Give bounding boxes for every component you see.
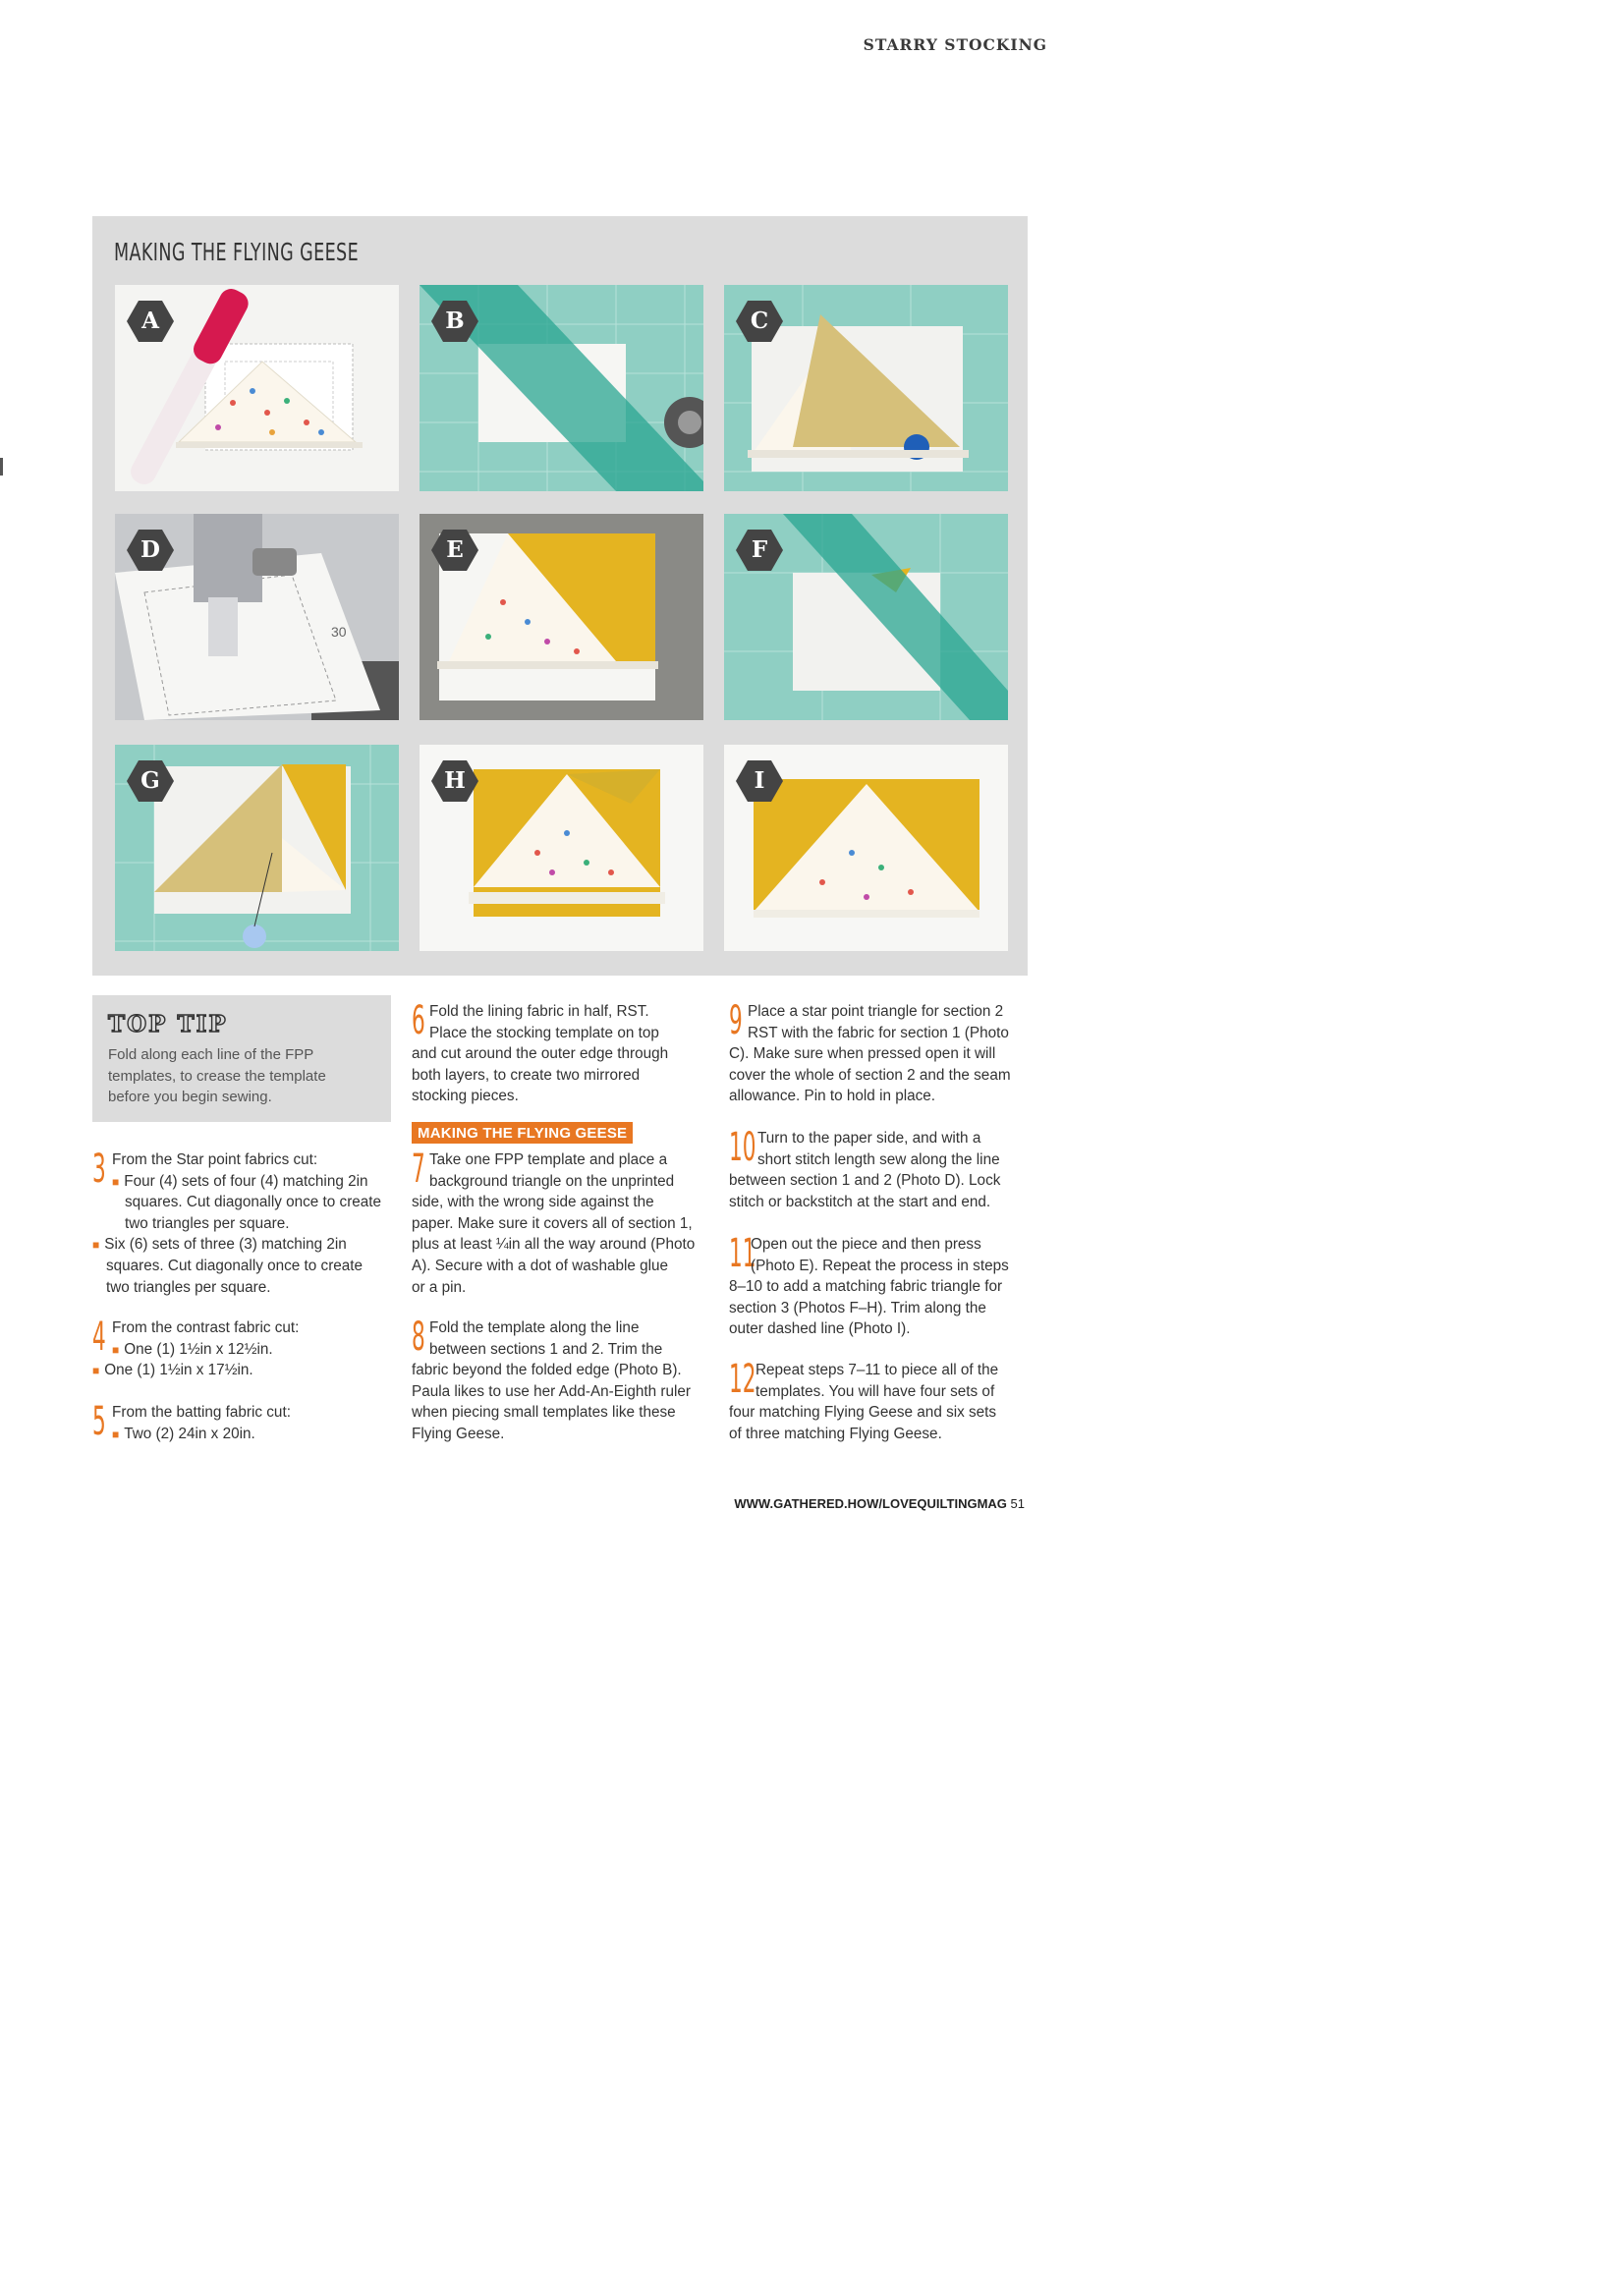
svg-text:30: 30 xyxy=(331,624,347,640)
photo-badge xyxy=(736,301,783,342)
step-line: Open out the piece and then press xyxy=(751,1236,981,1253)
photo-letter: F xyxy=(751,536,768,563)
step-line: allowance. Pin to hold in place. xyxy=(729,1088,936,1105)
step-line: two triangles per square. xyxy=(106,1278,271,1296)
step-line: short stitch length sew along the line xyxy=(757,1150,1000,1168)
photo-badge xyxy=(736,760,783,802)
step-line: ■ Four (4) sets of four (4) matching 2in xyxy=(112,1172,368,1190)
step-line: stocking pieces. xyxy=(412,1088,519,1105)
step-line: paper. Make sure it covers all of section 1, xyxy=(412,1214,693,1232)
step-line: stitch or backstitch at the start and end. xyxy=(729,1193,991,1210)
photo-badge xyxy=(127,760,174,802)
tip-line: before you begin sewing. xyxy=(108,1089,272,1106)
photo-g xyxy=(115,745,399,951)
step-line: From the Star point fabrics cut: xyxy=(112,1151,318,1168)
section-label: MAKING THE FLYING GEESE xyxy=(412,1122,633,1144)
photo-panel xyxy=(92,216,1028,976)
panel-title: MAKING THE FLYING GEESE xyxy=(114,238,360,266)
photo-d xyxy=(115,514,399,720)
photo-letter: D xyxy=(140,536,160,563)
step-line: Flying Geese. xyxy=(412,1426,505,1442)
step-line: Take one FPP template and place a xyxy=(429,1151,668,1168)
step-line: or a pin. xyxy=(412,1278,467,1296)
step-line: plus at least ¼in all the way around (Photo xyxy=(412,1236,696,1254)
step-number: 11 xyxy=(729,1231,756,1276)
step-line: C). Make sure when pressed open it will xyxy=(729,1045,996,1063)
photo-letter: H xyxy=(444,767,466,794)
photo-badge xyxy=(431,530,478,571)
step-line: Fold the lining fabric in half, RST. xyxy=(429,1003,649,1020)
step-line: section 3 (Photos F–H). Trim along the xyxy=(729,1299,986,1316)
bullet-square-icon: ■ xyxy=(92,1238,100,1253)
step-line: Turn to the paper side, and with a xyxy=(757,1130,981,1147)
tip-line: Fold along each line of the FPP xyxy=(108,1046,314,1063)
photo-letter: E xyxy=(446,536,464,563)
photo-badge xyxy=(431,760,478,802)
page-number: 51 xyxy=(1010,1496,1025,1511)
photo-a xyxy=(115,285,399,491)
step-line: squares. Cut diagonally once to create xyxy=(106,1258,364,1274)
photo-b xyxy=(420,285,703,491)
top-tip-title: TOP TIP xyxy=(108,1011,228,1037)
step-line: Place the stocking template on top xyxy=(429,1024,659,1041)
photo-f xyxy=(724,514,1008,720)
top-tip-box xyxy=(92,995,391,1122)
step-line: both layers, to create two mirrored xyxy=(412,1066,641,1084)
step-line: Paula likes to use her Add-An-Eighth ruler xyxy=(412,1382,692,1400)
page-footer xyxy=(734,1496,1025,1511)
photo-letter: G xyxy=(140,767,160,794)
photo-badge xyxy=(127,530,174,571)
step-line: RST with the fabric for section 1 (Photo xyxy=(748,1024,1009,1041)
step-line: From the batting fabric cut: xyxy=(112,1404,291,1421)
step-line: outer dashed line (Photo I). xyxy=(729,1320,911,1338)
step-line: templates. You will have four sets of xyxy=(756,1382,995,1400)
step-line: cover the whole of section 2 and the seam xyxy=(729,1066,1011,1084)
step-number: 12 xyxy=(729,1357,756,1402)
footer-url: WWW.GATHERED.HOW/LOVEQUILTINGMAG xyxy=(734,1496,1007,1511)
step-line: squares. Cut diagonally once to create xyxy=(125,1194,382,1211)
top-tip-text xyxy=(108,1044,383,1108)
step-line: Place a star point triangle for section 2 xyxy=(748,1003,1004,1020)
step-line: Fold the template along the line xyxy=(429,1319,640,1336)
step-number: 4 xyxy=(92,1315,106,1360)
tip-line: templates, to crease the template xyxy=(108,1067,326,1085)
photo-letter: A xyxy=(141,308,159,334)
photo-badge xyxy=(431,301,478,342)
step-line: between sections 1 and 2. Trim the xyxy=(429,1340,663,1358)
step-line: From the contrast fabric cut: xyxy=(112,1319,300,1336)
step-line: 8–10 to add a matching fabric triangle for xyxy=(729,1278,1003,1296)
photo-e xyxy=(420,514,703,720)
step-line: ■ One (1) 1½in x 17½in. xyxy=(92,1362,253,1379)
step-line: Repeat steps 7–11 to piece all of the xyxy=(756,1362,999,1378)
step-line: four matching Flying Geese and six sets xyxy=(729,1404,997,1422)
step-number: 8 xyxy=(412,1315,425,1360)
step-number: 7 xyxy=(412,1147,425,1192)
step-line: ■ One (1) 1½in x 12½in. xyxy=(112,1340,273,1358)
step-line: between section 1 and 2 (Photo D). Lock xyxy=(729,1172,1001,1190)
photo-h xyxy=(420,745,703,951)
photo-badge xyxy=(736,530,783,571)
step-line: and cut around the outer edge through xyxy=(412,1045,669,1063)
page-header: STARRY STOCKING xyxy=(863,35,1047,54)
step-line: of three matching Flying Geese. xyxy=(729,1425,942,1442)
bullet-square-icon: ■ xyxy=(92,1364,100,1378)
bullet-square-icon: ■ xyxy=(112,1427,120,1441)
photo-i xyxy=(724,745,1008,951)
step-line: background triangle on the unprinted xyxy=(429,1172,675,1190)
step-number: 6 xyxy=(412,998,425,1043)
photo-badge xyxy=(127,301,174,342)
step-number: 10 xyxy=(729,1125,756,1170)
step-number: 9 xyxy=(729,998,743,1043)
step-line: two triangles per square. xyxy=(125,1214,290,1232)
bullet-square-icon: ■ xyxy=(112,1342,120,1357)
photo-letter: I xyxy=(754,767,765,794)
step-number: 5 xyxy=(92,1399,106,1444)
step-line: fabric beyond the folded edge (Photo B). xyxy=(412,1362,682,1379)
photo-letter: C xyxy=(750,308,769,334)
step-line: when piecing small templates like these xyxy=(412,1404,676,1422)
step-line: ■ Six (6) sets of three (3) matching 2in xyxy=(92,1236,347,1254)
bullet-square-icon: ■ xyxy=(112,1174,120,1189)
photo-c xyxy=(724,285,1008,491)
page-edge-mark xyxy=(0,458,3,476)
step-line: ■ Two (2) 24in x 20in. xyxy=(112,1425,255,1442)
step-line: side, with the wrong side against the xyxy=(412,1194,654,1211)
step-number: 3 xyxy=(92,1147,106,1192)
step-line: A). Secure with a dot of washable glue xyxy=(412,1258,669,1274)
step-line: (Photo E). Repeat the process in steps xyxy=(751,1257,1009,1274)
photo-letter: B xyxy=(445,308,465,334)
